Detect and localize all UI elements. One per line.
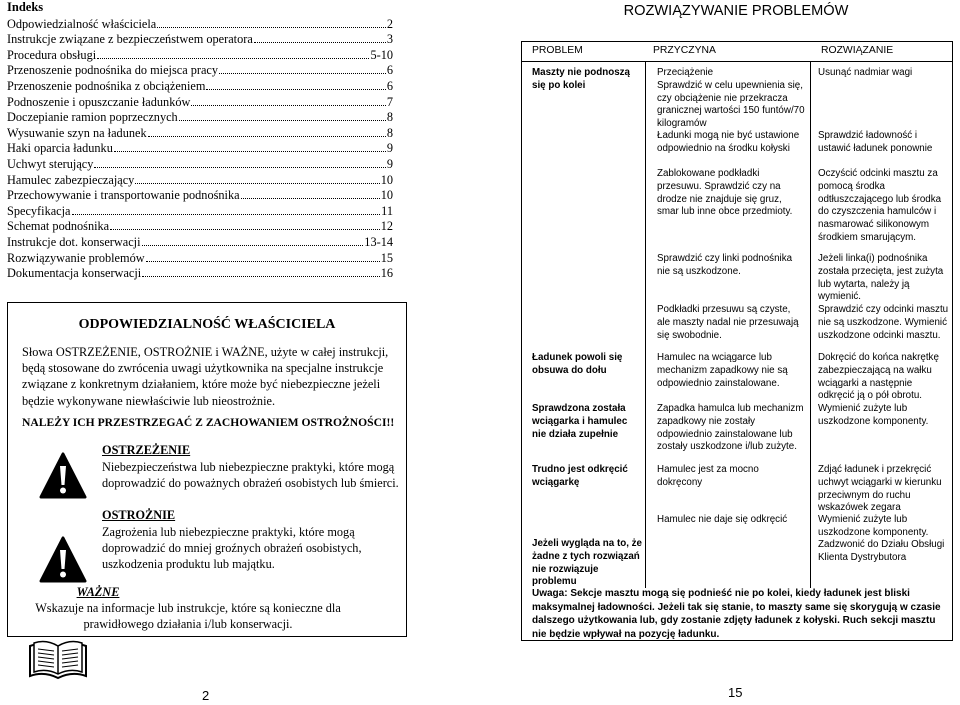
solution-cell: Usunąć nadmiar wagi [818,67,913,78]
toc-entry [7,156,393,172]
header-cause: PRZYCZYNA [653,45,716,56]
toc-entry-page: 8 [386,125,393,140]
toc-entry-page: 13-14 [364,234,393,249]
solution-cell: Zadzwonić do Działu Obsługi Klienta Dystrybutora [818,539,945,563]
toc-entry-page: 10 [380,188,393,203]
column-divider [645,61,646,588]
toc-entry-page: 5-10 [370,47,393,62]
solution-cell: Jeżeli linka(i) podnośnika została przecięta, jest zużyta lub wytarta, należy ją wymienić. [818,253,944,303]
toc-entry-page: 2 [386,16,393,31]
toc-entry-page: 6 [386,78,393,93]
must-follow-notice: NALEŻY ICH PRZESTRZEGAĆ Z ZACHOWANIEM OSTROŻNOŚCI!! [22,416,395,429]
toc-entry-label: Podnoszenie i opuszczanie ładunków [7,94,191,109]
toc-entry-label: Dokumentacja konserwacji [7,266,142,281]
toc-leader-dots [191,105,385,106]
toc-leader-dots [114,151,386,152]
solution-cell: Oczyścić odcinki masztu za pomocą środka odtłuszczającego lub środka do czyszczenia hamulców i nasmarować silikonowym środkiem smarującym. [818,168,942,243]
cause-cell: Sprawdzić czy linki podnośnika nie są uszkodzone. [657,253,793,277]
caution-text: Zagrożenia lub niebezpieczne praktyki, które mogą doprowadzić do mniej groźnych obrażeń osobistych, uszkodzenia produktu lub majątku. [102,525,362,572]
important-heading: WAŻNE [76,585,120,599]
toc-entry-label: Instrukcje związane z bezpieczeństwem operatora [7,32,253,47]
toc-entry [7,250,393,266]
owner-responsibility-box [7,302,407,637]
toc-entry-label: Procedura obsługi [7,47,97,62]
toc-entry [7,125,393,141]
responsibility-title: ODPOWIEDZIALNOŚĆ WŁAŚCICIELA [78,317,336,332]
toc-entry [7,266,393,282]
table-of-contents [7,16,393,281]
toc-entry-page: 11 [381,203,393,218]
toc-leader-dots [254,42,386,43]
toc-leader-dots [157,27,386,28]
cause-cell: Zablokowane podkładki przesuwu. Sprawdzić czy na drodze nie znajduje się gruz, smar lub inne obce przedmioty. [657,168,793,218]
warning-text: Niebezpieczeństwa lub niebezpieczne praktyki, które mogą doprowadzić do poważnych obrażeń osobistych lub śmierci. [102,460,399,491]
cause-cell: Zapadka hamulca lub mechanizm zapadkowy nie zostały odpowiednio zainstalowane lub zostały uszkodzone i/lub zużyte. [657,403,804,453]
toc-entry-page: 9 [386,141,393,156]
warning-triangle-icon [38,451,88,501]
caution-triangle-icon [38,535,88,585]
troubleshooting-table [521,41,953,641]
toc-entry [7,188,393,204]
toc-leader-dots [142,245,364,246]
toc-entry-label: Rozwiązywanie problemów [7,250,145,265]
open-book-icon [28,638,88,680]
caution-heading: OSTROŻNIE [102,508,176,522]
problem-cell: Sprawdzona została wciągarka i hamulec nie działa zupełnie [532,403,628,440]
solution-cell: Sprawdzić czy odcinki masztu nie są uszkodzone. Wymienić uszkodzone odcinki masztu. [818,304,949,341]
important-text: Wskazuje na informacje lub instrukcje, które są konieczne dla prawidłowego działania i/lub konserwacji. [35,601,341,632]
troubleshooting-title: ROZWIĄZYWANIE PROBLEMÓW [623,3,849,19]
page-number: 2 [202,688,210,703]
toc-entry-page: 15 [380,250,393,265]
toc-entry [7,234,393,250]
toc-leader-dots [94,167,385,168]
toc-entry-page: 7 [386,94,393,109]
toc-entry-page: 9 [386,156,393,171]
solution-cell: Zdjąć ładunek i przekręcić uchwyt wciągarki w kierunku przeciwnym do ruchu wskazówek zegara [818,464,942,514]
toc-entry-page: 6 [386,63,393,78]
index-title: Indeks [7,0,44,14]
toc-entry [7,78,393,94]
toc-entry-page: 16 [380,266,393,281]
toc-leader-dots [148,136,386,137]
responsibility-intro: Słowa OSTRZEŻENIE, OSTROŻNIE i WAŻNE, użyte w całej instrukcji, będą stosowane do zwrócenia uwagi użytkownika na specjalne instrukcje związane z konkretnym działaniem, które może być niebezpieczne jeżeli będzie wykonywane niewłaściwie lub nieostrożnie. [22,345,389,408]
warning-heading: OSTRZEŻENIE [102,443,191,457]
header-solution: ROZWIĄZANIE [821,45,894,56]
toc-leader-dots [179,120,386,121]
problem-cell: Maszty nie podnoszą się po kolei [532,67,630,91]
column-divider [810,61,811,588]
toc-entry-label: Doczepianie ramion poprzecznych [7,110,178,125]
toc-leader-dots [219,73,386,74]
toc-entry-label: Przenoszenie podnośnika z obciążeniem [7,78,206,93]
toc-entry [7,32,393,48]
toc-entry [7,47,393,63]
toc-entry [7,203,393,219]
toc-leader-dots [146,261,380,262]
toc-entry [7,141,393,157]
table-header-row [522,42,952,62]
solution-cell: Dokręcić do końca nakrętkę zabezpieczającą na wałku wciągarki a następnie odkręcić ją o pół obrotu. [818,352,939,402]
toc-entry-label: Przechowywanie i transportowanie podnośnika [7,188,240,203]
cause-cell: Hamulec nie daje się odkręcić [657,514,788,525]
toc-leader-dots [72,214,381,215]
toc-entry-page: 8 [386,110,393,125]
toc-entry-label: Hamulec zabezpieczający [7,172,135,187]
toc-entry-label: Specyfikacja [7,203,71,218]
toc-entry [7,63,393,79]
cause-cell: Hamulec jest za mocno dokręcony [657,464,759,488]
toc-entry [7,172,393,188]
table-note: Uwaga: Sekcje masztu mogą się podnieść nie po kolei, kiedy ładunek jest bliski maksymalnej ładowności. Jeżeli tak się stanie, to maszty same się skorygują w czasie dalszego użytkowania lub, gdy zostanie zdjęty ładunek z kołyski. Ruch sekcji masztu nie będzie wpływał na pozycję ładunku. [532,588,941,640]
toc-leader-dots [206,89,385,90]
toc-leader-dots [241,198,380,199]
toc-entry-label: Schemat podnośnika [7,219,110,234]
problem-cell: Jeżeli wygląda na to, że żadne z tych rozwiązań nie rozwiązuje problemu [532,538,642,588]
cause-cell: Ładunki mogą nie być ustawione odpowiednio na środku kołyski [657,130,800,154]
toc-entry [7,219,393,235]
cause-cell: Podkładki przesuwu są czyste, ale maszty nadal nie przesuwają się swobodnie. [657,304,799,341]
header-problem: PROBLEM [532,45,583,56]
toc-entry [7,110,393,126]
toc-entry-page: 12 [380,219,393,234]
toc-leader-dots [135,183,379,184]
toc-entry [7,16,393,32]
solution-cell: Sprawdzić ładowność i ustawić ładunek ponownie [818,130,933,154]
toc-leader-dots [142,276,380,277]
toc-leader-dots [97,58,369,59]
solution-cell: Wymienić zużyte lub uszkodzone komponenty. [818,403,929,427]
problem-cell: Trudno jest odkręcić wciągarkę [532,464,628,488]
toc-entry-label: Przenoszenie podnośnika do miejsca pracy [7,63,219,78]
problem-cell: Ładunek powoli się obsuwa do dołu [532,352,623,376]
toc-entry-page: 3 [386,32,393,47]
toc-entry-label: Instrukcje dot. konserwacji [7,234,141,249]
toc-entry-page: 10 [380,172,393,187]
toc-entry-label: Haki oparcia ładunku [7,141,113,156]
toc-entry-label: Wysuwanie szyn na ładunek [7,125,147,140]
solution-cell: Wymienić zużyte lub uszkodzone komponenty. [818,514,929,538]
page-number: 15 [728,685,743,700]
cause-cell: Przeciążenie Sprawdzić w celu upewnienia się, czy obciążenie nie przekracza granicznej wartości 150 funtów/70 kilogramów [657,67,805,130]
toc-entry-label: Uchwyt sterujący [7,156,94,171]
toc-entry [7,94,393,110]
cause-cell: Hamulec na wciągarce lub mechanizm zapadkowy nie są odpowiednio zainstalowane. [657,352,788,389]
toc-entry-label: Odpowiedzialność właściciela [7,16,157,31]
toc-leader-dots [110,229,380,230]
